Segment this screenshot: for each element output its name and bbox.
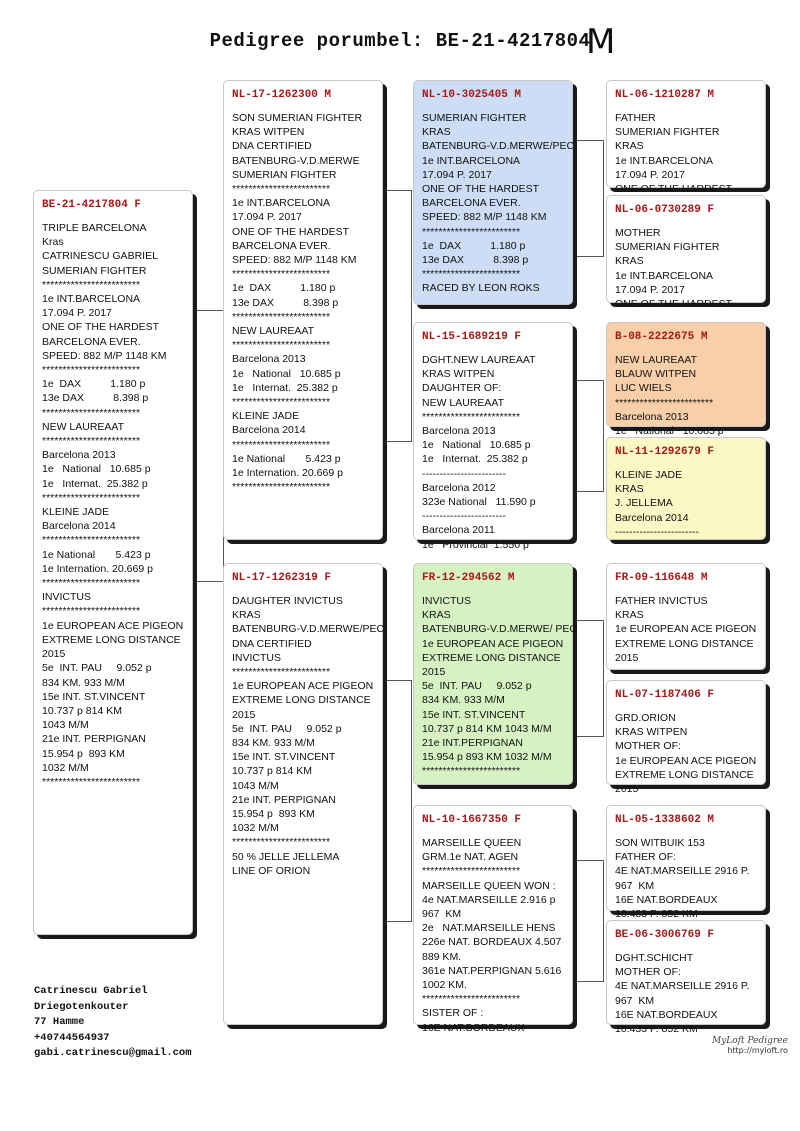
pigeon-note-line: 21e INT. PERPIGNAN [42, 733, 146, 746]
pigeon-note-line: 15e INT. ST.VINCENT [232, 751, 336, 764]
pigeon-note-line: 1e Internat. 25.382 p [232, 381, 338, 394]
pigeon-note-line: ONE OF THE HARDEST [42, 321, 160, 334]
ring-number: B-08-2222675 M [615, 331, 708, 343]
ring-number: BE-21-4217804 F [42, 199, 142, 211]
pigeon-note-line: 1032 M/M [232, 822, 279, 835]
pigeon-note-line: 1e National 10.685 p [42, 463, 151, 476]
pigeon-notes [615, 836, 759, 921]
signature-url: http://myloft.ro [727, 1046, 788, 1055]
ring-number: BE-06-3006769 F [615, 929, 715, 941]
pigeon-notes [615, 711, 759, 796]
pigeon-note-line: SPEED: 882 M/P 1148 KM [232, 254, 357, 267]
pigeon-card-dam [223, 563, 383, 1025]
pigeon-note-line: RACED BY LEON ROKS [422, 282, 540, 295]
ring-number: NL-17-1262300 M [232, 89, 332, 101]
pigeon-note-line: ************************ [232, 836, 331, 849]
pigeon-note-line: 1e Internat. 25.382 p [422, 453, 528, 466]
pigeon-note-line: EXTREME LONG DISTANCE [615, 637, 754, 650]
pigeon-note-line: 967 KM [615, 994, 655, 1007]
pigeon-note-line: DNA CERTIFIED [232, 637, 312, 650]
pigeon-note-line: FATHER OF: [615, 851, 677, 864]
connector [383, 190, 412, 442]
pigeon-note-line: SUMERIAN FIGHTER [42, 264, 147, 277]
pigeon-note-line: TRIPLE BARCELONA [42, 222, 147, 234]
pigeon-note-line: 1e DAX 1.180 p [422, 239, 526, 252]
ring-number: NL-11-1292679 F [615, 446, 715, 458]
pigeon-card-sd-sire [606, 322, 766, 438]
pigeon-note-line: KRAS [615, 483, 644, 496]
pigeon-note-line: ************************ [232, 183, 331, 196]
pigeon-note-line: EXTREME LONG DISTANCE [42, 633, 181, 646]
pigeon-note-line: KRAS [422, 609, 451, 622]
pigeon-note-line: KLEINE JADE [232, 410, 300, 423]
owner-address-line1: Driegotenkouter [34, 1000, 129, 1013]
pigeon-note-line: 16E NAT.BORDEAUX [422, 1021, 525, 1034]
pigeon-note-line: ************************ [232, 666, 331, 679]
pigeon-note-line: BARCELONA EVER. [232, 239, 331, 252]
ring-number: NL-05-1338602 M [615, 814, 715, 826]
pigeon-note-line: 13e DAX 8.398 p [422, 254, 529, 267]
pigeon-note-line: ONE OF THE HARDEST [232, 225, 350, 238]
pigeon-note-line: 1002 KM. [422, 979, 467, 992]
pigeon-note-line: SPEED: 882 M/P 1148 KM [42, 349, 167, 362]
pigeon-note-line: KLEINE JADE [615, 469, 683, 481]
pigeon-note-line: 15.954 p 893 KM [232, 808, 315, 821]
pigeon-note-line: DGHT.NEW LAUREAAT [422, 354, 536, 366]
pigeon-card-subject [33, 190, 193, 935]
pigeon-note-line: SON SUMERIAN FIGHTER [232, 112, 363, 124]
pigeon-card-sire [223, 80, 383, 540]
pigeon-note-line: 15.954 p 893 KM [42, 747, 125, 760]
ring-number: NL-17-1262319 F [232, 572, 332, 584]
pigeon-note-line: DGHT.SCHICHT [615, 952, 694, 964]
pigeon-note-line: 2015 [615, 783, 639, 796]
pigeon-note-line: 1e National 5.423 p [232, 452, 341, 465]
connector [573, 860, 604, 982]
pigeon-note-line: Barcelona 2013 [422, 425, 496, 438]
pigeon-note-line: 323e National 11.590 p [422, 496, 536, 509]
pigeon-note-line: DAUGHTER OF: [422, 382, 502, 395]
pigeon-notes [615, 951, 759, 1036]
pigeon-note-line: ************************ [42, 364, 141, 377]
pigeon-note-line: NEW LAUREAAT [615, 354, 698, 366]
ring-number: NL-10-1667350 F [422, 814, 522, 826]
pigeon-card-ss-dam [606, 195, 766, 311]
pigeon-note-line: 17.094 P. 2017 [615, 283, 685, 296]
pigeon-note-line: 10.737 p 814 KM [42, 704, 122, 717]
owner-address-line2: 77 Hamme [34, 1016, 85, 1028]
pigeon-note-line: Barcelona 2014 [42, 520, 116, 533]
pigeon-note-line: 834 KM. 933 M/M [422, 694, 505, 707]
pigeon-note-line: 834 KM. 933 M/M [42, 676, 125, 689]
signature-mark: MyLoft Pedigree [712, 1036, 788, 1046]
pigeon-note-line: ************************ [42, 278, 141, 291]
pigeon-note-line: ------------------------ [422, 510, 506, 523]
pigeon-note-line: 4E NAT.MARSEILLE 2916 P. [615, 980, 750, 993]
pigeon-note-line: ************************ [232, 268, 331, 281]
pigeon-note-line: 2015 [615, 651, 639, 664]
pigeon-note-line: KRAS [615, 255, 644, 268]
pigeon-note-line: GRD.ORION [615, 712, 676, 724]
pigeon-note-line: 50 % JELLE JELLEMA [232, 850, 340, 863]
pigeon-card-ds-dam [606, 680, 766, 796]
pigeon-note-line: 1e Internat. 25.382 p [42, 477, 148, 490]
pigeon-note-line: KRAS WITPEN [615, 726, 688, 739]
pigeon-note-line: 10.737 p 814 KM 1043 M/M [422, 722, 552, 735]
pigeon-note-line: ************************ [232, 481, 331, 494]
owner-contact [34, 984, 192, 1062]
owner-phone: +40744564937 [34, 1031, 110, 1044]
pigeon-note-line: BLAUW WITPEN [615, 368, 697, 381]
pigeon-note-line: ************************ [422, 865, 521, 878]
pigeon-note-line: 17.094 P. 2017 [232, 211, 302, 224]
pigeon-note-line: 4E NAT.MARSEILLE 2916 P. [615, 865, 750, 878]
pigeon-note-line: BATENBURG-V.D.MERWE/ PEC [422, 623, 577, 636]
ring-number: FR-09-116648 M [615, 572, 708, 584]
pigeon-card-ss-sire [606, 80, 766, 196]
pigeon-note-line: 1e INT.BARCELONA [42, 293, 141, 306]
pigeon-note-line: ************************ [42, 406, 141, 419]
pigeon-note-line: SPEED: 882 M/P 1148 KM [422, 211, 547, 224]
pigeon-note-line: ONE OF THE HARDEST [615, 298, 733, 311]
pigeon-note-line: 5e INT. PAU 9.052 p [422, 680, 532, 693]
pigeon-note-line: Barcelona 2014 [615, 511, 689, 524]
pigeon-note-line: 1e INT.BARCELONA [422, 154, 521, 167]
pigeon-note-line: 1032 M/M [42, 761, 89, 774]
pigeon-note-line: ************************ [42, 491, 141, 504]
pigeon-note-line: 21e INT.PERPIGNAN [422, 737, 523, 750]
pigeon-note-line: EXTREME LONG DISTANCE [422, 651, 561, 664]
pigeon-note-line: MOTHER OF: [615, 740, 681, 753]
pigeon-note-line: 1e DAX 1.180 p [232, 282, 336, 295]
pigeon-note-line: 1e National 5.423 p [42, 548, 151, 561]
pigeon-note-line: ************************ [42, 775, 141, 788]
pigeon-note-line: 15.954 p 893 KM 1032 M/M [422, 751, 552, 764]
pigeon-note-line: ************************ [422, 993, 521, 1006]
pigeon-note-line: 1e Internation. 20.669 p [232, 467, 343, 480]
pigeon-card-dam-sire [413, 563, 577, 785]
pigeon-notes [232, 594, 385, 878]
pigeon-note-line: EXTREME LONG DISTANCE [232, 694, 371, 707]
pigeon-notes [422, 594, 577, 779]
pigeon-note-line: SUMERIAN FIGHTER [615, 126, 720, 139]
pigeon-note-line: 2e NAT.MARSEILLE HENS [422, 922, 556, 935]
pigeon-notes [615, 468, 759, 539]
pigeon-note-line: KRAS [232, 609, 261, 622]
pigeon-note-line: 226e NAT. BORDEAUX 4.507 [422, 936, 562, 949]
pigeon-note-line: 16E NAT.BORDEAUX [615, 1008, 718, 1021]
pigeon-notes [422, 353, 566, 552]
pigeon-note-line: Barcelona 2012 [422, 481, 496, 494]
pigeon-note-line: MOTHER OF: [615, 966, 681, 979]
pigeon-note-line: 5e INT. PAU 9.052 p [232, 722, 342, 735]
pigeon-note-line: 1e National 10.685 p [615, 425, 724, 438]
pigeon-note-line: DAUGHTER INVICTUS [232, 595, 343, 607]
pigeon-card-sire-sire [413, 80, 573, 305]
sex-mark: M [586, 22, 616, 62]
ring-number: NL-15-1689219 F [422, 331, 522, 343]
pigeon-note-line: 10.433 P. 852 KM [615, 908, 698, 921]
pigeon-note-line: KRAS WITPEN [232, 126, 305, 139]
ring-number: NL-10-3025405 M [422, 89, 522, 101]
pigeon-note-line: 1e EUROPEAN ACE PIGEON [42, 619, 184, 632]
pigeon-note-line: 16E NAT.BORDEAUX [615, 893, 718, 906]
pigeon-note-line: NEW LAUREAAT [422, 396, 505, 409]
pigeon-note-line: ************************ [42, 534, 141, 547]
pigeon-note-line: KLEINE JADE [42, 506, 110, 519]
pigeon-note-line: 1e INT.BARCELONA [615, 269, 714, 282]
pigeon-notes [422, 111, 575, 296]
pigeon-note-line: 4e NAT.MARSEILLE 2.916 p [422, 893, 556, 906]
pigeon-note-line: Barcelona 2013 [615, 410, 689, 423]
pigeon-note-line: SUMERIAN FIGHTER [232, 168, 337, 181]
pigeon-note-line: KRAS [615, 140, 644, 153]
pigeon-note-line: INVICTUS [422, 595, 472, 607]
pigeon-note-line: BARCELONA EVER. [422, 197, 521, 210]
pigeon-note-line: LINE OF ORION [232, 864, 311, 877]
pigeon-note-line: 21e INT. PERPIGNAN [232, 793, 336, 806]
pigeon-notes [422, 836, 566, 1035]
owner-name: Catrinescu Gabriel [34, 985, 148, 997]
pigeon-note-line: ************************ [232, 396, 331, 409]
ring-number: FR-12-294562 M [422, 572, 515, 584]
software-signature [712, 1036, 788, 1055]
pigeon-note-line: FATHER INVICTUS [615, 595, 708, 607]
pigeon-card-dam-dam [413, 805, 573, 1034]
page-title: Pedigree porumbel: BE-21-4217804 M [209, 22, 616, 62]
ring-number: NL-07-1187406 F [615, 689, 715, 701]
pigeon-note-line: 1e EUROPEAN ACE PIGEON [615, 623, 757, 636]
pigeon-card-sd-dam [606, 437, 766, 540]
pigeon-note-line: 17.094 P. 2017 [422, 168, 492, 181]
pigeon-note-line: NEW LAUREAAT [42, 420, 125, 433]
pigeon-note-line: 1043 M/M [232, 779, 279, 792]
pigeon-note-line: Kras [42, 236, 64, 249]
pigeon-note-line: J. JELLEMA [615, 497, 673, 510]
pigeon-note-line: 967 KM [422, 908, 462, 921]
pigeon-card-dd-dam [606, 920, 766, 1036]
pigeon-note-line: 1043 M/M [42, 719, 89, 732]
pigeon-note-line: Barcelona 2013 [232, 353, 306, 366]
pigeon-notes [232, 111, 376, 494]
pigeon-note-line: SUMERIAN FIGHTER [615, 241, 720, 254]
connector [383, 680, 412, 922]
pigeon-note-line: ONE OF THE HARDEST [422, 183, 540, 196]
pigeon-note-line: ************************ [615, 396, 714, 409]
pigeon-note-line: 15e INT. ST.VINCENT [42, 690, 146, 703]
pigeon-note-line: ************************ [42, 577, 141, 590]
pigeon-note-line: ************************ [232, 339, 331, 352]
pigeon-note-line: ------------------------ [422, 467, 506, 480]
connector [573, 140, 604, 257]
connector [193, 310, 224, 582]
pigeon-note-line: 13e DAX 8.398 p [232, 296, 339, 309]
pigeon-note-line: 1e DAX 1.180 p [42, 378, 146, 391]
pigeon-note-line: Barcelona 2011 [422, 524, 495, 537]
pigeon-note-line: BATENBURG-V.D.MERWE [232, 154, 360, 167]
pigeon-card-ds-sire [606, 563, 766, 670]
pigeon-note-line: 889 KM. [422, 950, 462, 963]
pigeon-notes [615, 353, 759, 438]
pigeon-note-line: 1e National 10.685 p [232, 367, 341, 380]
pigeon-note-line: ************************ [422, 268, 521, 281]
pigeon-note-line: 1e Provincial 1.550 p [422, 538, 529, 551]
pigeon-note-line: KRAS [615, 609, 644, 622]
pigeon-note-line: 1e EUROPEAN ACE PIGEON [422, 637, 564, 650]
pigeon-note-line: SUMERIAN FIGHTER [422, 112, 527, 124]
pigeon-note-line: 2015 [42, 648, 66, 661]
pigeon-note-line: ************************ [42, 435, 141, 448]
pigeon-note-line: SON WITBUIK 153 [615, 837, 705, 849]
pigeon-note-line: CATRINESCU GABRIEL [42, 250, 158, 263]
pigeon-note-line: BATENBURG-V.D.MERWE/PEC [232, 623, 385, 636]
pigeon-note-line: ONE OF THE HARDEST [615, 183, 733, 196]
pigeon-note-line: GRM.1e NAT. AGEN [422, 851, 519, 864]
pigeon-note-line: EXTREME LONG DISTANCE [615, 768, 754, 781]
pigeon-note-line: ************************ [232, 310, 331, 323]
pigeon-notes [615, 111, 759, 196]
pigeon-note-line: 17.094 P. 2017 [42, 307, 112, 320]
pigeon-note-line: Barcelona 2013 [42, 449, 116, 462]
pigeon-notes [615, 226, 759, 311]
pigeon-note-line: 1e National 10.685 p [422, 439, 531, 452]
pigeon-note-line: BARCELONA EVER. [42, 335, 141, 348]
pigeon-note-line: 1e INT.BARCELONA [232, 197, 331, 210]
pigeon-note-line: 10.737 p 814 KM [232, 765, 312, 778]
pigeon-note-line: BATENBURG-V.D.MERWE/PEC [422, 140, 575, 153]
pigeon-note-line: 361e NAT.PERPIGNAN 5.616 [422, 964, 562, 977]
pigeon-note-line: MOTHER [615, 227, 661, 239]
pigeon-note-line: KRAS WITPEN [422, 368, 495, 381]
pigeon-notes [42, 221, 186, 789]
pigeon-note-line: ************************ [42, 605, 141, 618]
pigeon-note-line: 5e INT. PAU 9.052 p [42, 662, 152, 675]
pigeon-note-line: MARSEILLE QUEEN WON : [422, 879, 556, 892]
pigeon-note-line: ************************ [422, 225, 521, 238]
pigeon-note-line: 1e INT.BARCELONA [615, 154, 714, 167]
pigeon-note-line: 13e DAX 8.398 p [42, 392, 149, 405]
pigeon-note-line: ************************ [422, 410, 521, 423]
pigeon-card-dd-sire [606, 805, 766, 921]
pigeon-note-line: 967 KM [615, 879, 655, 892]
pigeon-note-line: LUC WIELS [615, 382, 672, 395]
pigeon-note-line: KRAS [422, 126, 451, 139]
pigeon-card-sire-dam [413, 322, 573, 551]
pigeon-note-line: 15e INT. ST.VINCENT [422, 708, 526, 721]
ring-number: NL-06-1210287 M [615, 89, 715, 101]
pigeon-note-line: 1e EUROPEAN ACE PIGEON [232, 680, 374, 693]
pigeon-note-line: FATHER [615, 112, 656, 124]
pigeon-note-line: DNA CERTIFIED [232, 140, 312, 153]
pigeon-notes [615, 594, 759, 665]
pigeon-note-line: INVICTUS [232, 651, 282, 664]
pigeon-note-line: 2015 [232, 708, 256, 721]
pigeon-note-line: ************************ [232, 438, 331, 451]
pigeon-note-line: ------------------------ [615, 525, 699, 538]
pigeon-note-line: MARSEILLE QUEEN [422, 837, 522, 849]
owner-email: gabi.catrinescu@gmail.com [34, 1047, 192, 1059]
connector [573, 620, 604, 737]
pigeon-note-line: 1e Internation. 20.669 p [42, 562, 153, 575]
pigeon-note-line: INVICTUS [42, 591, 92, 604]
pigeon-note-line: 2015 [422, 666, 446, 679]
pigeon-note-line: ************************ [422, 765, 521, 778]
pigeon-note-line: 1e EUROPEAN ACE PIGEON [615, 754, 757, 767]
pigeon-note-line: NEW LAUREAAT [232, 325, 315, 338]
connector [573, 380, 604, 492]
pigeon-note-line: 10.433 P. 852 KM [615, 1023, 698, 1036]
pigeon-note-line: 17.094 P. 2017 [615, 168, 685, 181]
pigeon-note-line: 834 KM. 933 M/M [232, 737, 315, 750]
pigeon-note-line: Barcelona 2014 [232, 424, 306, 437]
pigeon-note-line: SISTER OF : [422, 1007, 484, 1020]
ring-number: NL-06-0730289 F [615, 204, 715, 216]
